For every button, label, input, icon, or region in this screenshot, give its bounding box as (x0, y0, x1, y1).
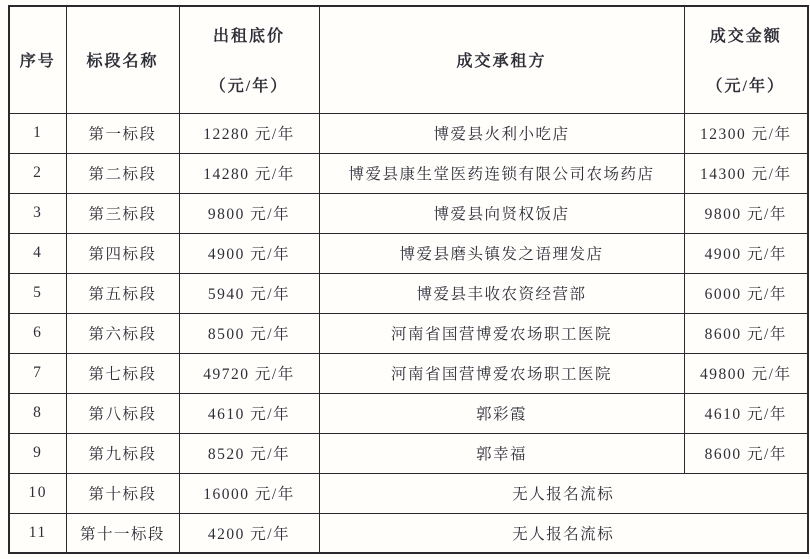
header-deal-amount-unit: （元/年） (706, 78, 785, 96)
cell-base-rent-price: 9800 元/年 (179, 193, 319, 233)
cell-section-name: 第四标段 (66, 233, 179, 273)
header-base-rent-price-label: 出租底价 (212, 28, 285, 46)
cell-serial-number: 8 (9, 393, 66, 433)
cell-base-rent-price: 5940 元/年 (179, 273, 319, 313)
cell-section-name: 第八标段 (66, 393, 179, 433)
cell-section-name: 第五标段 (66, 273, 179, 313)
cell-deal-amount: 4610 元/年 (684, 393, 808, 433)
cell-base-rent-price: 4200 元/年 (179, 513, 319, 553)
table-row (9, 233, 808, 273)
cell-base-rent-price: 49720 元/年 (179, 353, 319, 393)
cell-deal-amount: 4900 元/年 (684, 233, 808, 273)
table-row (9, 353, 808, 393)
cell-section-name: 第七标段 (66, 353, 179, 393)
cell-section-name: 第十一标段 (66, 513, 179, 553)
cell-deal-amount: 8600 元/年 (684, 433, 808, 473)
cell-serial-number: 10 (9, 473, 66, 513)
cell-base-rent-price: 16000 元/年 (179, 473, 319, 513)
cell-no-bid-notice: 无人报名流标 (319, 473, 808, 513)
cell-deal-amount: 14300 元/年 (684, 153, 808, 193)
cell-serial-number: 2 (9, 153, 66, 193)
cell-winning-tenant: 博爱县火利小吃店 (319, 113, 684, 153)
header-deal-amount-label: 成交金额 (709, 28, 782, 46)
cell-serial-number: 5 (9, 273, 66, 313)
cell-deal-amount: 12300 元/年 (684, 113, 808, 153)
header-serial-number (9, 6, 66, 113)
cell-base-rent-price: 8500 元/年 (179, 313, 319, 353)
cell-serial-number: 6 (9, 313, 66, 353)
cell-deal-amount: 6000 元/年 (684, 273, 808, 313)
table-row (9, 113, 808, 153)
table-row (9, 313, 808, 353)
cell-winning-tenant: 博爱县向贤权饭店 (319, 193, 684, 233)
header-section-name (66, 6, 179, 113)
table-row (9, 273, 808, 313)
cell-section-name: 第三标段 (66, 193, 179, 233)
cell-section-name: 第二标段 (66, 153, 179, 193)
cell-section-name: 第一标段 (66, 113, 179, 153)
cell-winning-tenant: 郭幸福 (319, 433, 684, 473)
cell-base-rent-price: 8520 元/年 (179, 433, 319, 473)
cell-base-rent-price: 12280 元/年 (179, 113, 319, 153)
cell-base-rent-price: 14280 元/年 (179, 153, 319, 193)
cell-winning-tenant: 博爱县磨头镇发之语理发店 (319, 233, 684, 273)
cell-no-bid-notice: 无人报名流标 (319, 513, 808, 553)
header-base-rent-price (179, 6, 319, 113)
cell-base-rent-price: 4610 元/年 (179, 393, 319, 433)
header-row (9, 6, 808, 113)
header-winning-tenant (319, 6, 684, 113)
cell-serial-number: 9 (9, 433, 66, 473)
cell-winning-tenant: 博爱县康生堂医药连锁有限公司农场药店 (319, 153, 684, 193)
document-page (0, 5, 810, 559)
cell-serial-number: 3 (9, 193, 66, 233)
table-row (9, 433, 808, 473)
cell-serial-number: 1 (9, 113, 66, 153)
cell-winning-tenant: 博爱县丰收农资经营部 (319, 273, 684, 313)
cell-serial-number: 4 (9, 233, 66, 273)
bid-results-table (8, 5, 809, 554)
cell-deal-amount: 8600 元/年 (684, 313, 808, 353)
cell-deal-amount: 9800 元/年 (684, 193, 808, 233)
cell-winning-tenant: 河南省国营博爱农场职工医院 (319, 353, 684, 393)
cell-section-name: 第九标段 (66, 433, 179, 473)
header-section-name-label: 标段名称 (86, 53, 159, 71)
table-row (9, 153, 808, 193)
header-serial-number-label: 序号 (19, 53, 56, 71)
table-row (9, 473, 808, 513)
cell-section-name: 第六标段 (66, 313, 179, 353)
cell-base-rent-price: 4900 元/年 (179, 233, 319, 273)
cell-section-name: 第十标段 (66, 473, 179, 513)
table-row (9, 393, 808, 433)
cell-winning-tenant: 郭彩霞 (319, 393, 684, 433)
header-deal-amount (684, 6, 808, 113)
table-row (9, 193, 808, 233)
header-winning-tenant-label: 成交承租方 (456, 53, 547, 71)
cell-winning-tenant: 河南省国营博爱农场职工医院 (319, 313, 684, 353)
cell-deal-amount: 49800 元/年 (684, 353, 808, 393)
cell-serial-number: 7 (9, 353, 66, 393)
cell-serial-number: 11 (9, 513, 66, 553)
header-base-rent-price-unit: （元/年） (209, 78, 289, 96)
table-row (9, 513, 808, 553)
